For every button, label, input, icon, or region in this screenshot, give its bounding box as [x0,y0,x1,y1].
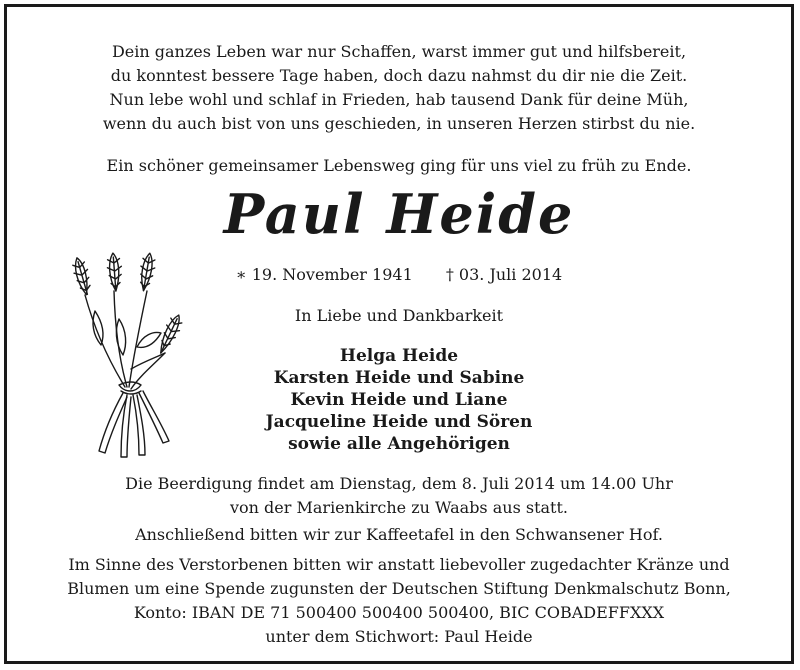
dedication-line: In Liebe und Dankbarkeit [294,306,504,325]
reception-info: Anschließend bitten wir zur Kaffeetafel in den Schwansener Hof. [135,525,663,544]
mourner-entry: Kevin Heide und Liane [290,390,508,410]
funeral-line: von der Marienkirche zu Waabs aus statt. [229,498,568,517]
obituary-notice [4,4,794,664]
mourner-entry: Jacqueline Heide und Sören [265,412,533,432]
verse-line: Dein ganzes Leben war nur Schaffen, warst immer gut und hilfsbereit, [111,42,687,61]
mourner-entry: sowie alle Angehörigen [288,434,510,454]
mourner-entry: Helga Heide [339,346,459,366]
donation-line: Konto: IBAN DE 71 500400 500400 500400, BIC COBADEFFXXX [133,603,665,622]
birth-date: ∗ 19. November 1941 [235,265,413,284]
donation-line: unter dem Stichwort: Paul Heide [265,627,533,646]
deceased-name: Paul Heide [223,182,575,246]
mourner-entry: Karsten Heide und Sabine [273,368,525,388]
verse-line: wenn du auch bist von uns geschieden, in unseren Herzen stirbst du nie. [102,114,696,133]
donation-line: Im Sinne des Verstorbenen bitten wir anstatt liebevoller zugedachter Kränze und [68,555,730,574]
funeral-line: Die Beerdigung findet am Dienstag, dem 8. Juli 2014 um 14.00 Uhr [125,474,673,493]
funeral-info [7,472,791,520]
memorial-verse [7,40,791,136]
mourners-list [7,345,791,455]
verse-line: Nun lebe wohl und schlaf in Frieden, hab tausend Dank für deine Müh, [109,90,689,109]
life-dates [7,263,791,287]
donation-request [7,553,791,649]
donation-line: Blumen um eine Spende zugunsten der Deutschen Stiftung Denkmalschutz Bonn, [67,579,731,598]
tagline: Ein schöner gemeinsamer Lebensweg ging für uns viel zu früh zu Ende. [106,156,692,175]
verse-line: du konntest bessere Tage haben, doch dazu nahmst du dir nie die Zeit. [110,66,688,85]
death-date: † 03. Juli 2014 [445,265,563,284]
